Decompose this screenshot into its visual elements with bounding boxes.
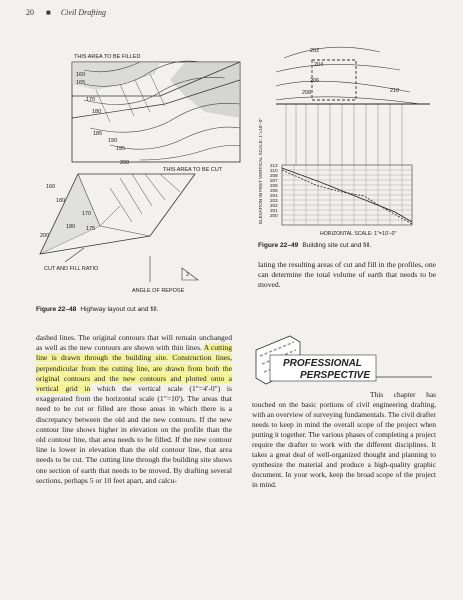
- section-label: 175: [86, 226, 96, 232]
- section-label: 180: [66, 224, 76, 230]
- elevation-label: 203: [270, 198, 278, 203]
- plan-contour-label: 208: [302, 90, 312, 96]
- elevation-label: 207: [270, 178, 278, 183]
- section-label: 170: [82, 211, 92, 217]
- plan-contour-label: 202: [310, 48, 320, 54]
- caption-text: Highway layout cut and fill.: [80, 306, 159, 313]
- section-label: 200: [40, 233, 50, 239]
- professional-perspective-text: This chapter has touched on the basic portions of civil engineering drafting, with an overview of surveying fundamentals. The civil drafter needs to keep in mind the overall scope of the project when putting it together. The various phases of completing a project require the drafter to work with the different disciplines. It takes a great deal of well-organized thought and planning to synthesize the material and produce a high-quality graphic document. In your work, keep the broad scope of the project in mind.: [252, 390, 436, 489]
- angle-of-repose-label: ANGLE OF REPOSE: [132, 288, 185, 294]
- plan-contour-label: 204: [314, 62, 324, 68]
- section-label: 180: [56, 198, 66, 204]
- fill-area-label: THIS AREA TO BE FILLED: [74, 54, 141, 60]
- elevation-label: 208: [270, 173, 278, 178]
- contour-label: 195: [116, 146, 126, 152]
- contour-label: 185: [93, 131, 103, 137]
- elevation-label: 200: [270, 213, 278, 218]
- elevation-label: 202: [270, 203, 278, 208]
- section-label: 160: [46, 184, 56, 190]
- contour-label: 165: [76, 80, 86, 86]
- plan-contour-label: 206: [310, 78, 320, 84]
- page-number: 20: [26, 8, 34, 17]
- cut-fill-ratio-text: CUT AND FILL RATIO: [44, 266, 99, 272]
- paragraph-text: dashed lines. The original contours that will remain unchanged as well as the new contours are shown with thin lines.: [36, 333, 232, 353]
- contour-label: 160: [76, 72, 86, 78]
- elevation-label: 201: [270, 208, 278, 213]
- caption-text: Building site cut and fill.: [302, 242, 372, 249]
- elevation-label: 212: [270, 163, 278, 168]
- contour-label: 180: [92, 109, 102, 115]
- contour-label: 200: [120, 160, 130, 166]
- vertical-scale-label: ELEVATION IN FEET VERTICAL SCALE: 1"=10'–0": [258, 118, 263, 224]
- perspective-title-line2: PERSPECTIVE: [300, 370, 371, 381]
- slope-number: 2: [186, 272, 190, 278]
- caption-number: Figure 22–49: [258, 242, 299, 249]
- contour-label: 190: [108, 138, 118, 144]
- elevation-label: 206: [270, 183, 278, 188]
- caption-number: Figure 22–48: [36, 306, 77, 313]
- highlighted-text: A cutting line is drawn through the building site. Construction lines, perpendicular from the cutting line, are drawn from both the original contours and the new contours and plotted onto a vertical grid in: [36, 343, 232, 394]
- horizontal-scale-label: HORIZONTAL SCALE: 1"=10'–0": [320, 231, 397, 237]
- contour-label: 170: [86, 97, 96, 103]
- elevation-label: 205: [270, 188, 278, 193]
- header-bullet: ■: [46, 8, 51, 17]
- elevation-label: 210: [270, 168, 278, 173]
- perspective-title-line1: PROFESSIONAL: [283, 358, 362, 369]
- paragraph-text: which the vertical scale (1"=4'-0") is exaggerated from the horizontal scale (1"=10'). The areas that need to be cut or filled are those areas in which there is a discrepancy between the old and the new contours. If the new contour line shows higher in elevation on the profile than the old contour line, that area needs to be filled. If the new contour line is lower in elevation than the old contour line, that area needs to be cut. The cutting line through the building site shows one section of earth that needs to be moved. By drafting several sections, perhaps 5 or 10 feet apart, and calcu-: [36, 384, 233, 485]
- elevation-label: 204: [270, 193, 278, 198]
- book-title: Civil Drafting: [60, 8, 106, 17]
- right-paragraph: lating the resulting areas of cut and fill in the profiles, one can determine the total volume of earth that needs to be moved.: [258, 260, 436, 290]
- plan-contour-label: 210: [390, 88, 400, 94]
- cut-area-label: THIS AREA TO BE CUT: [163, 167, 223, 173]
